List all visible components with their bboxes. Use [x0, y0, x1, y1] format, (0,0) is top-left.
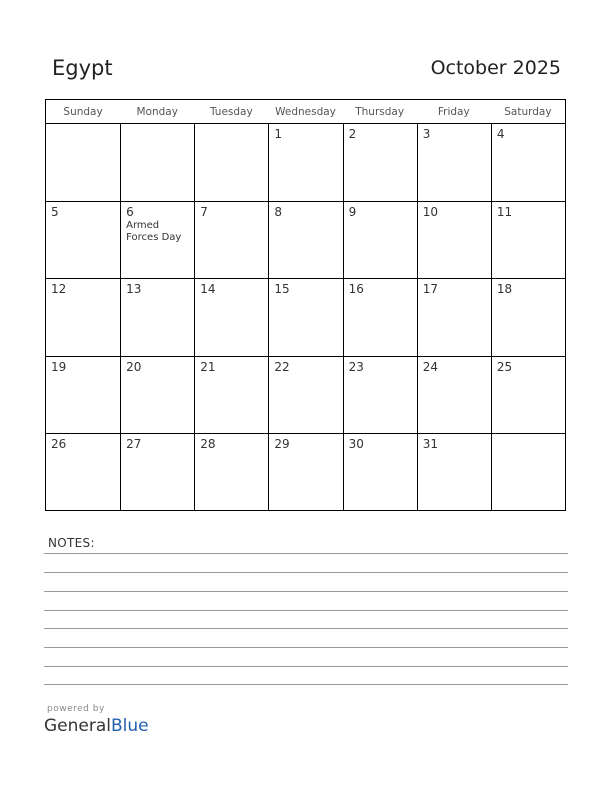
day-cell[interactable]: [417, 201, 491, 278]
day-cell[interactable]: [343, 356, 417, 433]
day-number: 2: [348, 127, 357, 141]
day-cell[interactable]: [194, 124, 268, 201]
day-cell[interactable]: [343, 433, 417, 510]
day-cell[interactable]: [120, 433, 194, 510]
day-cell[interactable]: [417, 278, 491, 355]
day-cell[interactable]: [268, 433, 342, 510]
day-number: 6: [126, 205, 134, 220]
day-cell[interactable]: [417, 124, 491, 201]
day-number: 29: [274, 436, 290, 451]
day-cell[interactable]: [491, 356, 565, 433]
brand-logo[interactable]: [44, 716, 149, 736]
day-number: 3: [422, 127, 431, 141]
day-cell[interactable]: [268, 124, 342, 201]
day-cell[interactable]: [46, 201, 120, 278]
day-number: 8: [274, 205, 283, 220]
day-cell[interactable]: [46, 124, 120, 201]
day-cell[interactable]: [46, 356, 120, 433]
weekday-header: Friday: [417, 100, 491, 124]
day-number: 15: [274, 282, 290, 297]
day-number: 19: [51, 359, 67, 374]
day-number: 20: [126, 359, 142, 374]
day-number: 18: [496, 282, 513, 297]
day-cell[interactable]: [343, 201, 417, 278]
day-cell[interactable]: [120, 201, 194, 278]
notes-line: [44, 628, 568, 629]
day-number: 11: [496, 205, 513, 220]
day-number: 28: [200, 436, 216, 451]
day-cell[interactable]: [491, 124, 565, 201]
notes-line: [44, 647, 568, 648]
weekday-header: Wednesday: [268, 100, 342, 124]
day-cell[interactable]: [120, 124, 194, 201]
notes-line: [44, 591, 568, 592]
day-number: 22: [274, 359, 290, 374]
day-number: 30: [348, 436, 364, 451]
weekday-header: Sunday: [46, 100, 120, 124]
notes-line: [44, 684, 568, 685]
day-cell[interactable]: [417, 433, 491, 510]
day-number: 9: [348, 205, 357, 220]
brand-blue: Blue: [111, 716, 149, 736]
day-number: 21: [200, 359, 216, 374]
day-cell[interactable]: [194, 201, 268, 278]
day-number: 13: [126, 282, 142, 297]
day-number: 16: [348, 282, 364, 297]
page-title-month: October 2025: [430, 57, 561, 79]
day-cell[interactable]: [491, 433, 565, 510]
day-cell[interactable]: [194, 356, 268, 433]
holiday-label: Armed Forces Day: [126, 220, 182, 244]
notes-label: NOTES:: [48, 536, 95, 550]
day-number: 23: [348, 359, 364, 374]
day-number: 10: [422, 205, 438, 220]
day-number: 14: [200, 282, 216, 297]
day-cell[interactable]: [46, 278, 120, 355]
page-title-country: Egypt: [52, 56, 113, 80]
day-cell[interactable]: [268, 356, 342, 433]
day-cell[interactable]: [343, 124, 417, 201]
weekday-header: Tuesday: [194, 100, 268, 124]
weekday-header: Saturday: [491, 100, 565, 124]
day-number: 1: [274, 127, 283, 141]
day-number: 24: [422, 359, 438, 374]
weekday-header: Monday: [120, 100, 194, 124]
notes-line: [44, 610, 568, 611]
brand-general: General: [44, 716, 111, 736]
calendar-grid: [45, 99, 566, 511]
day-number: 25: [496, 359, 513, 374]
notes-line: [44, 553, 568, 554]
powered-by-text: powered by: [47, 704, 105, 714]
day-number: 7: [200, 205, 208, 220]
day-cell[interactable]: [120, 356, 194, 433]
day-cell[interactable]: [46, 433, 120, 510]
day-number: 26: [51, 436, 67, 451]
day-cell[interactable]: [194, 433, 268, 510]
day-cell[interactable]: [268, 278, 342, 355]
day-cell[interactable]: [343, 278, 417, 355]
day-cell[interactable]: [417, 356, 491, 433]
day-cell[interactable]: [194, 278, 268, 355]
day-cell[interactable]: [120, 278, 194, 355]
day-number: 5: [51, 205, 59, 220]
day-number: 31: [422, 436, 438, 451]
day-number: 17: [422, 282, 438, 297]
notes-line: [44, 666, 568, 667]
day-cell[interactable]: [491, 201, 565, 278]
notes-line: [44, 572, 568, 573]
weekday-header: Thursday: [343, 100, 417, 124]
day-cell[interactable]: [268, 201, 342, 278]
day-cell[interactable]: [491, 278, 565, 355]
day-number: 27: [126, 436, 142, 451]
day-number: 12: [51, 282, 67, 297]
day-number: 4: [496, 127, 505, 141]
